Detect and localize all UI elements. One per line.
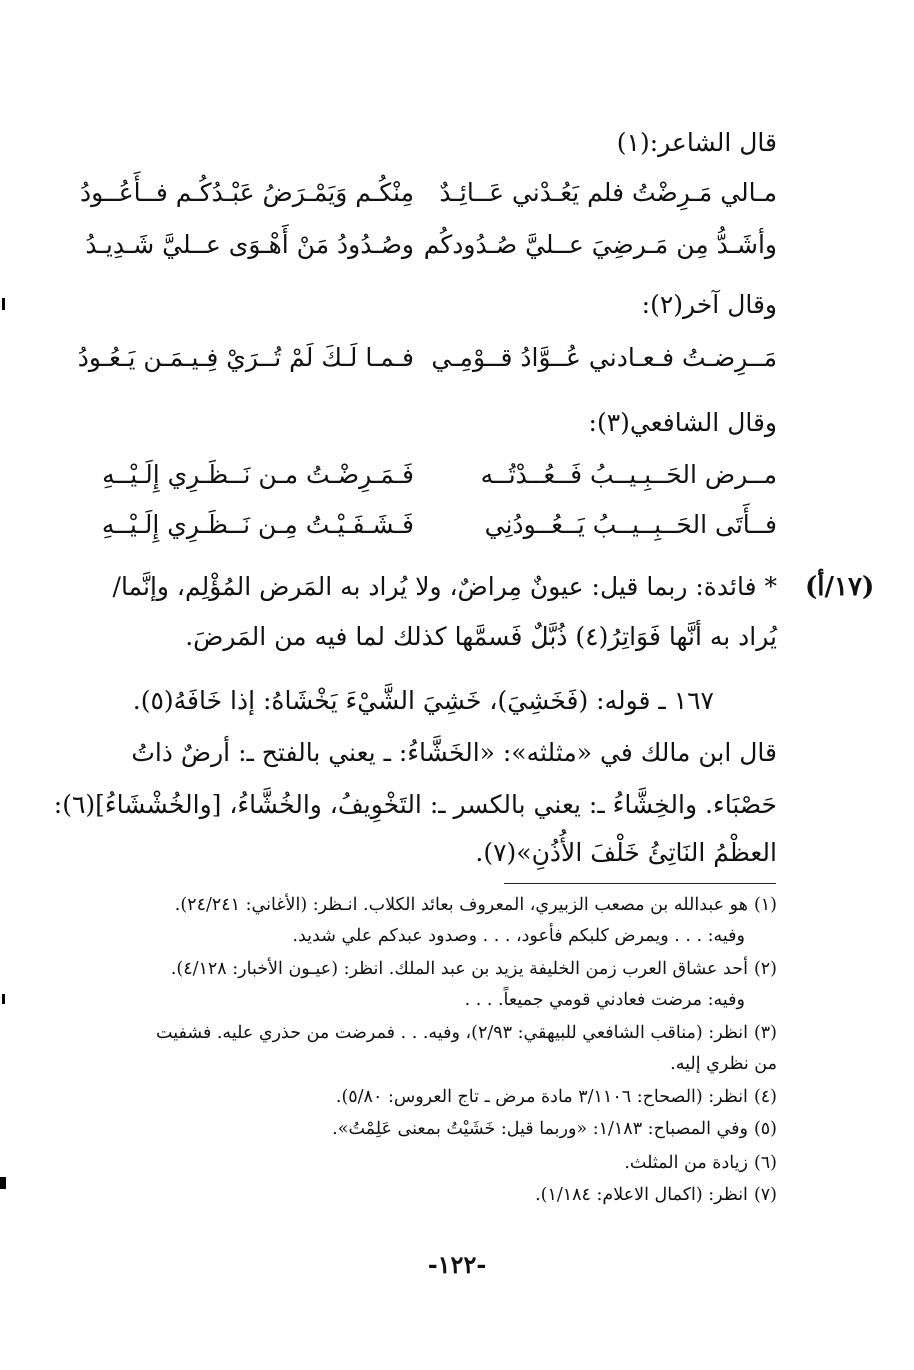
body-line: * فائدة: ربما قيل: عيونٌ مِراضٌ، ولا يُراد به المَرض المُؤْلِم، وإنَّما/: [112, 572, 777, 601]
footnote-number: (١): [753, 895, 777, 915]
footnote-continuation: وفيه: . . . ويمرض كلبكم فأعود، . . . وصدود عبدكم علي شديد.: [292, 926, 745, 946]
footnote-number: (٧): [753, 1185, 777, 1205]
verse-hemistich-right: وأشَـدُّ مِن مَـرضِيَ عــليَّ صُـدُودكُم: [423, 230, 777, 259]
footnote: [137, 1180, 777, 1211]
footnote-text: وفي المصباح: ١/١٨٣: «وربما قيل: خَشَيْتُ بمعنى عَلِمْتُ».: [332, 1119, 748, 1139]
footnote: [137, 1114, 777, 1145]
footnote-number: (٦): [753, 1153, 777, 1173]
scan-mark: [0, 1177, 6, 1189]
scan-mark: [2, 298, 5, 310]
poem-intro: قال الشاعر:(١): [616, 128, 777, 157]
footnote-text: زيادة من المثلث.: [624, 1153, 748, 1173]
verse-hemistich-right: فــأَتَى الحَــبِــيــبُ يَــعُــودُنِي: [484, 510, 777, 539]
page-number: -١٢٢-: [427, 1250, 487, 1279]
footnote: [137, 1018, 777, 1080]
footnote-text: أحد عشاق العرب زمن الخليفة يزيد بن عبد الملك. انظر: (عيـون الأخبار: ٤/١٢٨).: [170, 959, 748, 979]
margin-folio-note: (١٧/أ): [805, 572, 875, 602]
footnote: [137, 1148, 777, 1179]
body-line: قال ابن مالك في «مثلثه»: «الخَشَّاءُ: ـ يعني بالفتح ـ: أرضٌ ذاتُ: [131, 738, 777, 767]
footnote-separator: [504, 883, 776, 884]
footnote-text: انظر: (مناقب الشافعي للبيهقي: ٢/٩٣)، وفيه. . . فمرضت من حذري عليه. فشفيت: [156, 1023, 748, 1043]
footnote-text: هو عبدالله بن مصعب الزبيري، المعروف بعائد الكلاب. انـظر: (الأغاني: ٢٤/٢٤١).: [174, 895, 748, 915]
footnote-continuation: وفيه: مرضت فعادني قومي جميعاً. . . .: [464, 990, 745, 1010]
body-line: حَصْبَاء. والخِشَّاءُ ـ: يعني بالكسر ـ: التَخْوِيفُ، والخُشَّاءُ، [والخُشْشَاءُ](٦):: [53, 790, 777, 819]
footnote-number: (٥): [753, 1119, 777, 1139]
body-line: العظْمُ النَاتِئُ خَلْفَ الأُذُنِ»(٧).: [475, 838, 777, 867]
footnote-number: (٢): [753, 959, 777, 979]
verse-hemistich-left: فـمـا لَـكَ لَمْ تُــرَيْ فِـيـمَـن يَـعُـودُ: [77, 343, 414, 372]
footnote-text: انظر: (الصحاح: ٣/١١٠٦ مادة مرض ـ تاج العروس: ٥/٨٠).: [335, 1087, 748, 1107]
footnote: [137, 1082, 777, 1113]
verse-hemistich-left: فَـمَـرِضْـتُ مـن نَــظَـرِي إِلَـيْــهِ: [102, 460, 414, 489]
poem-intro: وقال آخر(٢):: [641, 290, 777, 319]
footnote-number: (٤): [753, 1087, 777, 1107]
footnote-number: (٣): [753, 1023, 777, 1043]
entry-heading: ١٦٧ ـ قوله: (فَخَشِيَ)، خَشِيَ الشَّيْءَ يَخْشَاهُ: إذا خَافَهُ(٥).: [132, 686, 714, 715]
verse-hemistich-left: مِنْكُـم وَيَمْـرَضُ عَبْـدُكُـم فــأَعُــودُ: [80, 178, 414, 207]
footnote-continuation: من نظري إليه.: [670, 1054, 777, 1074]
footnote: [137, 890, 777, 952]
verse-hemistich-left: وصُـدُودُ مَنْ أَهْـوَى عــليَّ شَـدِيـدُ: [85, 230, 414, 259]
verse-hemistich-left: فَـشَـفَـيْـتُ مِـن نَــظَـرِي إِلَـيْــهِ: [101, 510, 414, 539]
verse-hemistich-right: مَــرِضـتُ فـعـادني عُــوَّادُ قــوْمِـي: [431, 343, 777, 372]
verse-hemistich-right: مـالي مَـرِضْتُ فلم يَعُـدْني عَــائِـدٌ: [439, 178, 777, 207]
verse-hemistich-right: مــرض الحَــبِـيــبُ فَــعُــدْتُــه: [480, 460, 777, 489]
footnote: [137, 954, 777, 1016]
poem-intro: وقال الشافعي(٣):: [588, 408, 777, 437]
body-line: يُراد به أنَّها فَوَاتِرُ(٤) ذُبَّلٌ فَسمَّها كذلك لما فيه من المَرضَ.: [185, 622, 777, 651]
scan-mark: [2, 994, 5, 1004]
footnote-text: انظر: (اكمال الاعلام: ١/١٨٤).: [535, 1185, 748, 1205]
